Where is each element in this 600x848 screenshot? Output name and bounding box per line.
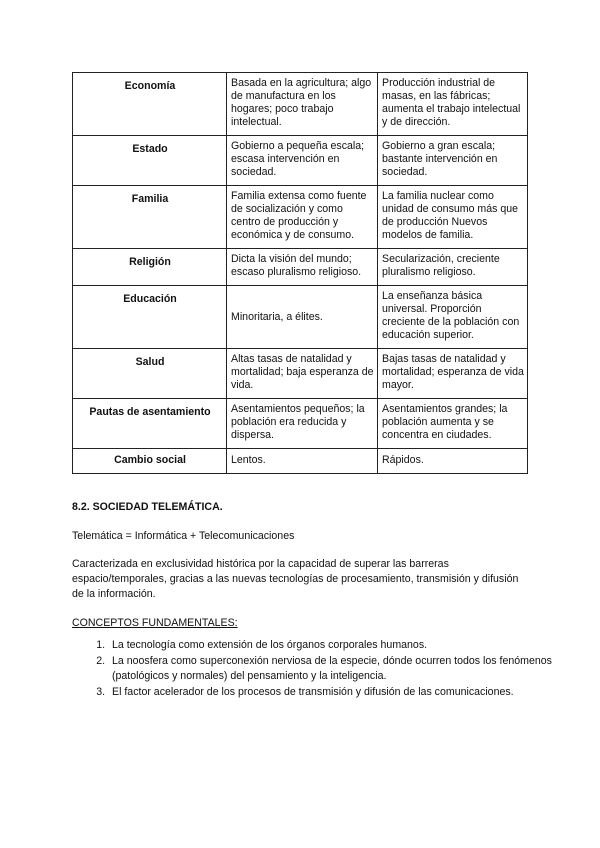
cell-industrial: Bajas tasas de natalidad y mortalidad; esperanza de vida mayor. (378, 349, 528, 399)
list-item: 1. La tecnología como extensión de los órganos corporales humanos. (108, 638, 554, 653)
cell-industrial: Asentamientos grandes; la población aumenta y se concentra en ciudades. (378, 399, 528, 449)
cell-preindustrial: Dicta la visión del mundo; escaso pluralismo religioso. (227, 249, 378, 286)
cell-industrial: Rápidos. (378, 449, 528, 474)
table-row (73, 73, 528, 136)
table-row (73, 136, 528, 186)
cell-industrial: Producción industrial de masas, en las fábricas; aumenta el trabajo intelectual y de dirección. (378, 73, 528, 136)
formula-text: Telemática = Informática + Telecomunicaciones (72, 530, 295, 542)
list-item: 3. El factor acelerador de los procesos de transmisión y difusión de las comunicaciones. (108, 685, 554, 700)
row-label-estado: Estado (73, 136, 227, 186)
list-item: 2. La noosfera como superconexión nerviosa de la especie, dónde ocurren todos los fenómenos (patológicos y normales) del pensamiento y la inteligencia. (108, 654, 554, 684)
description-paragraph: Caracterizada en exclusividad histórica por la capacidad de superar las barreras espacio/temporales, gracias a las nuevas tecnologías de procesamiento, transmisión y difusión de la información. (72, 558, 519, 600)
table-row (73, 449, 528, 474)
cell-industrial: La familia nuclear como unidad de consumo más que de producción Nuevos modelos de familia. (378, 186, 528, 249)
cell-preindustrial: Asentamientos pequeños; la población era reducida y dispersa. (227, 399, 378, 449)
cell-industrial: Gobierno a gran escala; bastante intervención en sociedad. (378, 136, 528, 186)
cell-preindustrial: Minoritaria, a élites. (227, 286, 378, 349)
comparison-table (72, 72, 528, 474)
row-label-educacion: Educación (73, 286, 227, 349)
cell-preindustrial: Lentos. (227, 449, 378, 474)
row-label-salud: Salud (73, 349, 227, 399)
cell-preindustrial: Familia extensa como fuente de socialización y como centro de producción y económica y de consumo. (227, 186, 378, 249)
table-row (73, 186, 528, 249)
table-row (73, 249, 528, 286)
row-label-cambio-social: Cambio social (73, 449, 227, 474)
row-label-religion: Religión (73, 249, 227, 286)
cell-industrial: Secularización, creciente pluralismo religioso. (378, 249, 528, 286)
row-label-pautas-asentamiento: Pautas de asentamiento (73, 399, 227, 449)
concepts-title: CONCEPTOS FUNDAMENTALES: (72, 617, 238, 629)
concepts-list (72, 638, 554, 701)
cell-preindustrial: Altas tasas de natalidad y mortalidad; baja esperanza de vida. (227, 349, 378, 399)
table-row (73, 286, 528, 349)
cell-preindustrial: Gobierno a pequeña escala; escasa intervención en sociedad. (227, 136, 378, 186)
table-row (73, 349, 528, 399)
row-label-economia: Economía (73, 73, 227, 136)
cell-preindustrial: Basada en la agricultura; algo de manufactura en los hogares; poco trabajo intelectual. (227, 73, 378, 136)
table-row (73, 399, 528, 449)
row-label-familia: Familia (73, 186, 227, 249)
section-heading: 8.2. SOCIEDAD TELEMÁTICA. (72, 501, 223, 513)
cell-industrial: La enseñanza básica universal. Proporción creciente de la población con educación superior. (378, 286, 528, 349)
